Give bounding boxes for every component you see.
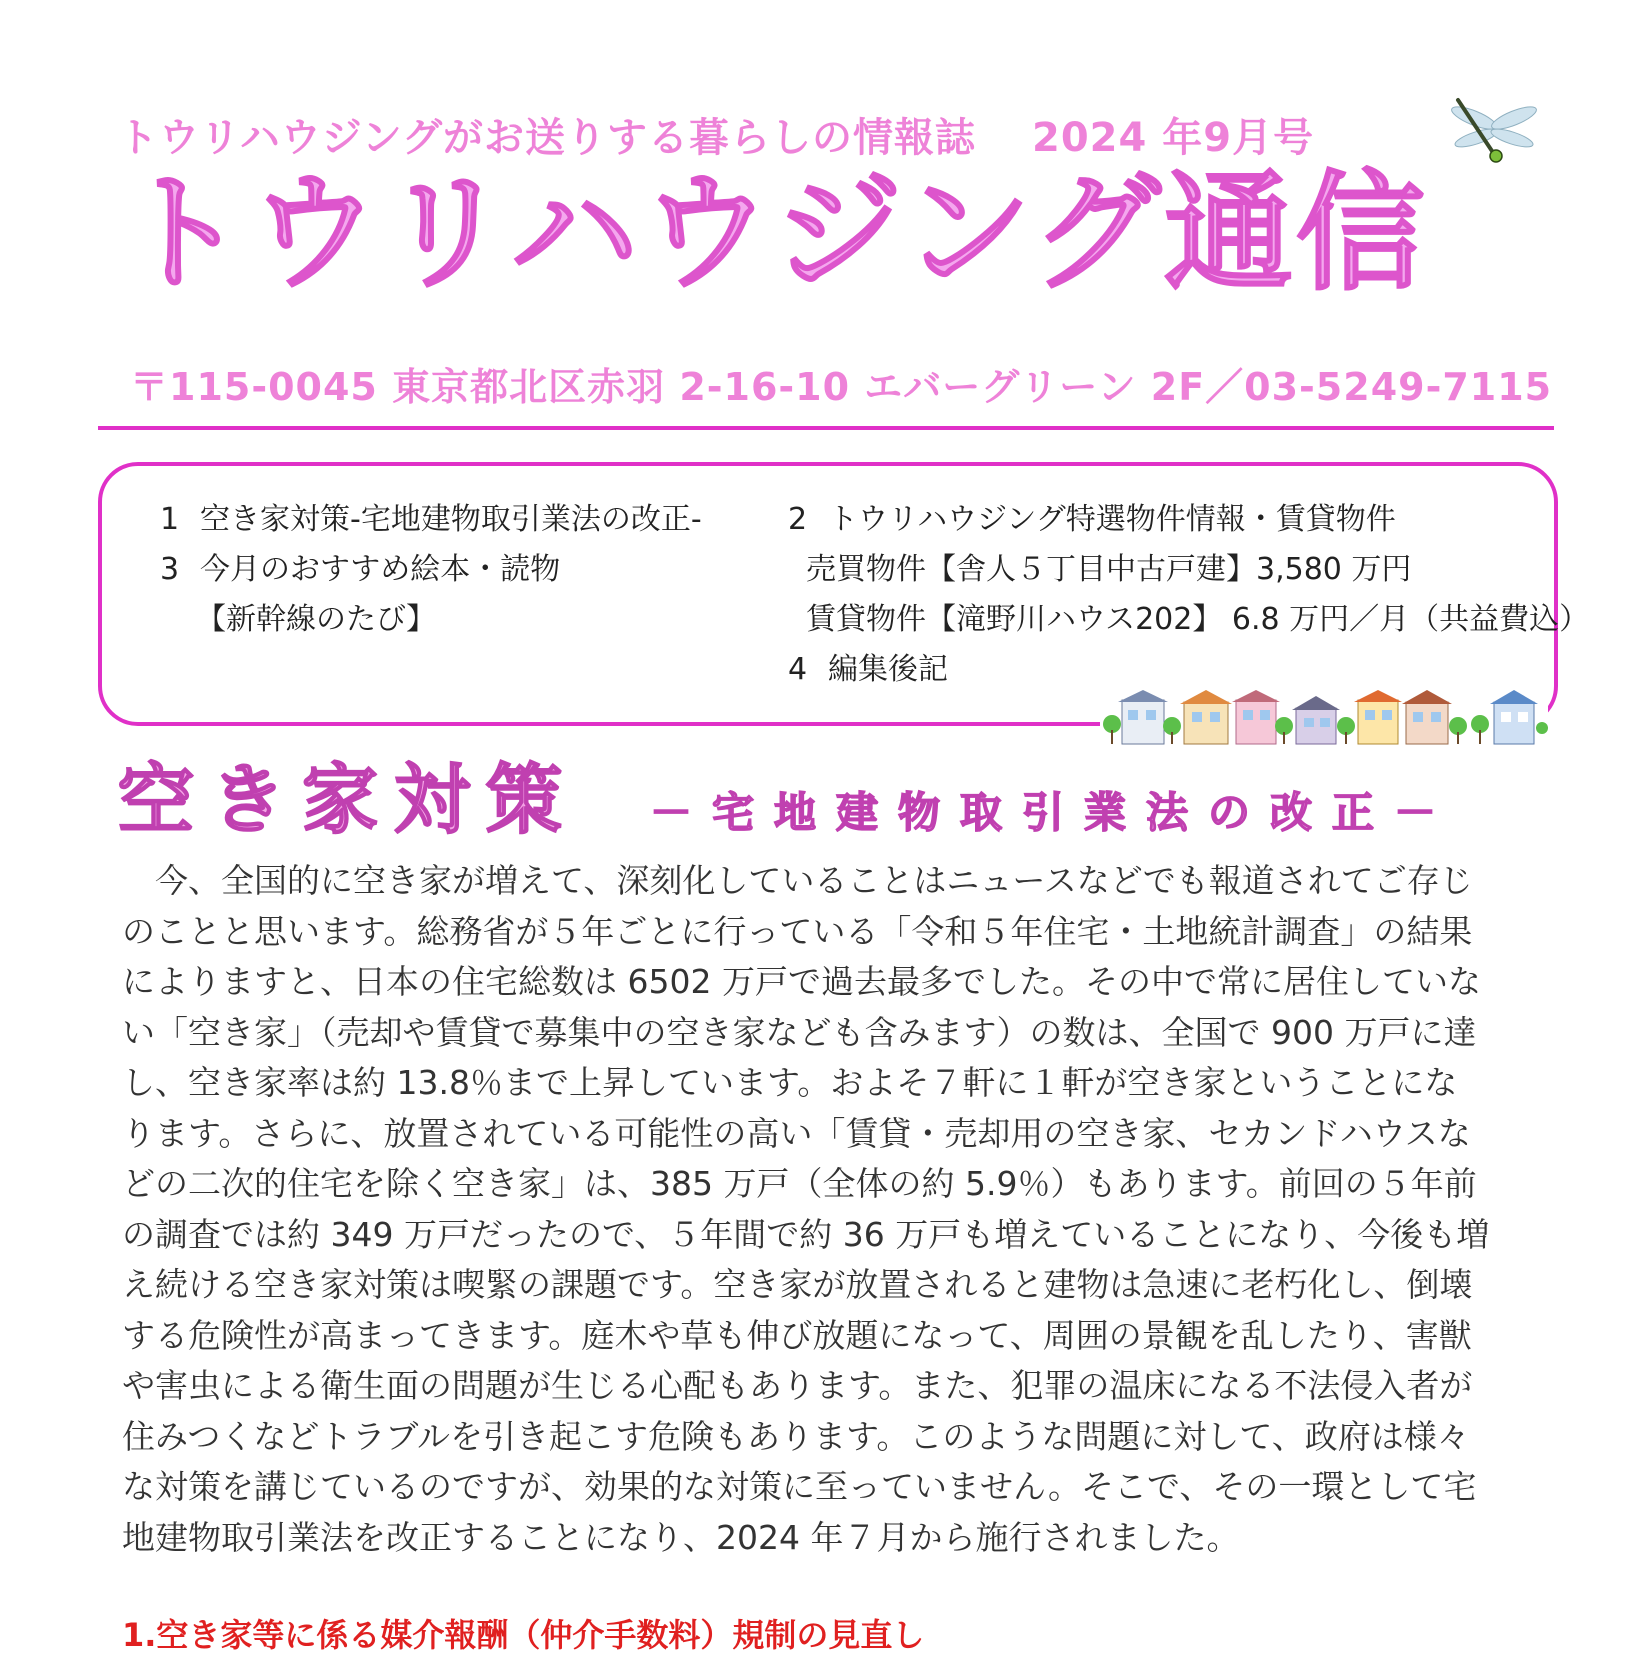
toc-item-1 [160,494,702,538]
body-line: 地建物取引業法を改正することになり、2024 年７月から施行されました。 [122,1517,1240,1557]
toc-item-2 [788,494,1396,538]
body-line: どの二次的住宅を除く空き家」は、385 万戸（全体の約 5.9％）もあります。前回の５年前 [122,1164,1477,1203]
toc-item-number: 2 [788,502,808,537]
toc-item-number: 1 [160,502,180,537]
body-line: によりますと、日本の住宅総数は 6502 万戸で過去最多でした。その中で常に居住していな [122,962,1481,1001]
tagline-text: トウリハウジングがお送りする暮らしの情報誌 [118,115,976,161]
toc-item-label: 編集後記 [828,652,948,687]
header-divider [98,426,1554,430]
toc-item-label: 空き家対策-宅地建物取引業法の改正- [200,502,702,537]
toc-item-number: 3 [160,552,180,587]
article-body [122,856,1522,1563]
toc-item-2-sale: 売買物件【舎人５丁目中古戸建】3,580 万円 [806,552,1412,587]
article-title: 空き家対策 [118,755,578,844]
body-line: い「空き家」（売却や賃貸で募集中の空き家なども含みます）の数は、全国で 900 万戸に達 [122,1012,1477,1052]
body-line: し、空き家率は約 13.8％まで上昇しています。およそ７軒に１軒が空き家ということにな [122,1063,1458,1102]
toc-item-4 [788,644,948,688]
toc-item-2-rent: 賃貸物件【滝野川ハウス202】 6.8 万円／月（共益費込） [806,602,1590,637]
body-line: 住みつくなどトラブルを引き起こす危険もあります。このような問題に対して、政府は様々 [122,1416,1470,1456]
toc-item-number: 4 [788,652,808,687]
body-line: の調査では約 349 万戸だったので、５年間で約 36 万戸も増えていることになり、今後も増 [122,1214,1490,1254]
tagline [118,106,1314,163]
issue-date: 2024 年9月号 [1032,115,1315,161]
toc-item-label: 今月のおすすめ絵本・読物 [200,552,561,587]
toc-item-3-sub: 【新幹線のたび】 [196,602,436,637]
article-subtitle: －宅地建物取引業法の改正－ [650,788,1457,837]
body-line: する危険性が高まってきます。庭木や草も伸び放題になって、周囲の景観を乱したり、害獣 [122,1315,1472,1355]
body-line: え続ける空き家対策は喫緊の課題です。空き家が放置されると建物は急速に老朽化し、倒壊 [122,1265,1473,1304]
body-line: 今、全国的に空き家が増えて、深刻化していることはニュースなどでも報道されてご存じ [122,861,1473,900]
dragonfly-icon [1448,96,1540,166]
body-line: や害虫による衛生面の問題が生じる心配もあります。また、犯罪の温床になる不法侵入者が [122,1366,1473,1405]
company-address: 〒115-0045 東京都北区赤羽 2-16-10 エバーグリーン 2F／03-5249-7115 [130,365,1553,409]
body-line: な対策を講じているのですが、効果的な対策に至っていません。そこで、その一環として宅 [122,1467,1477,1506]
masthead-title: トウリハウジング通信 [118,159,1429,308]
toc-item-label: トウリハウジング特選物件情報・賃貸物件 [828,502,1396,537]
body-line: のことと思います。総務省が５年ごとに行っている「令和５年住宅・土地統計調査」の結果 [122,911,1473,951]
section-subheading: 1.空き家等に係る媒介報酬（仲介手数料）規制の見直し [122,1616,925,1654]
toc-item-3 [160,544,560,588]
houses-illustration-icon [1100,688,1548,746]
body-line: ります。さらに、放置されている可能性の高い「賃貸・売却用の空き家、セカンドハウスな [122,1113,1471,1153]
